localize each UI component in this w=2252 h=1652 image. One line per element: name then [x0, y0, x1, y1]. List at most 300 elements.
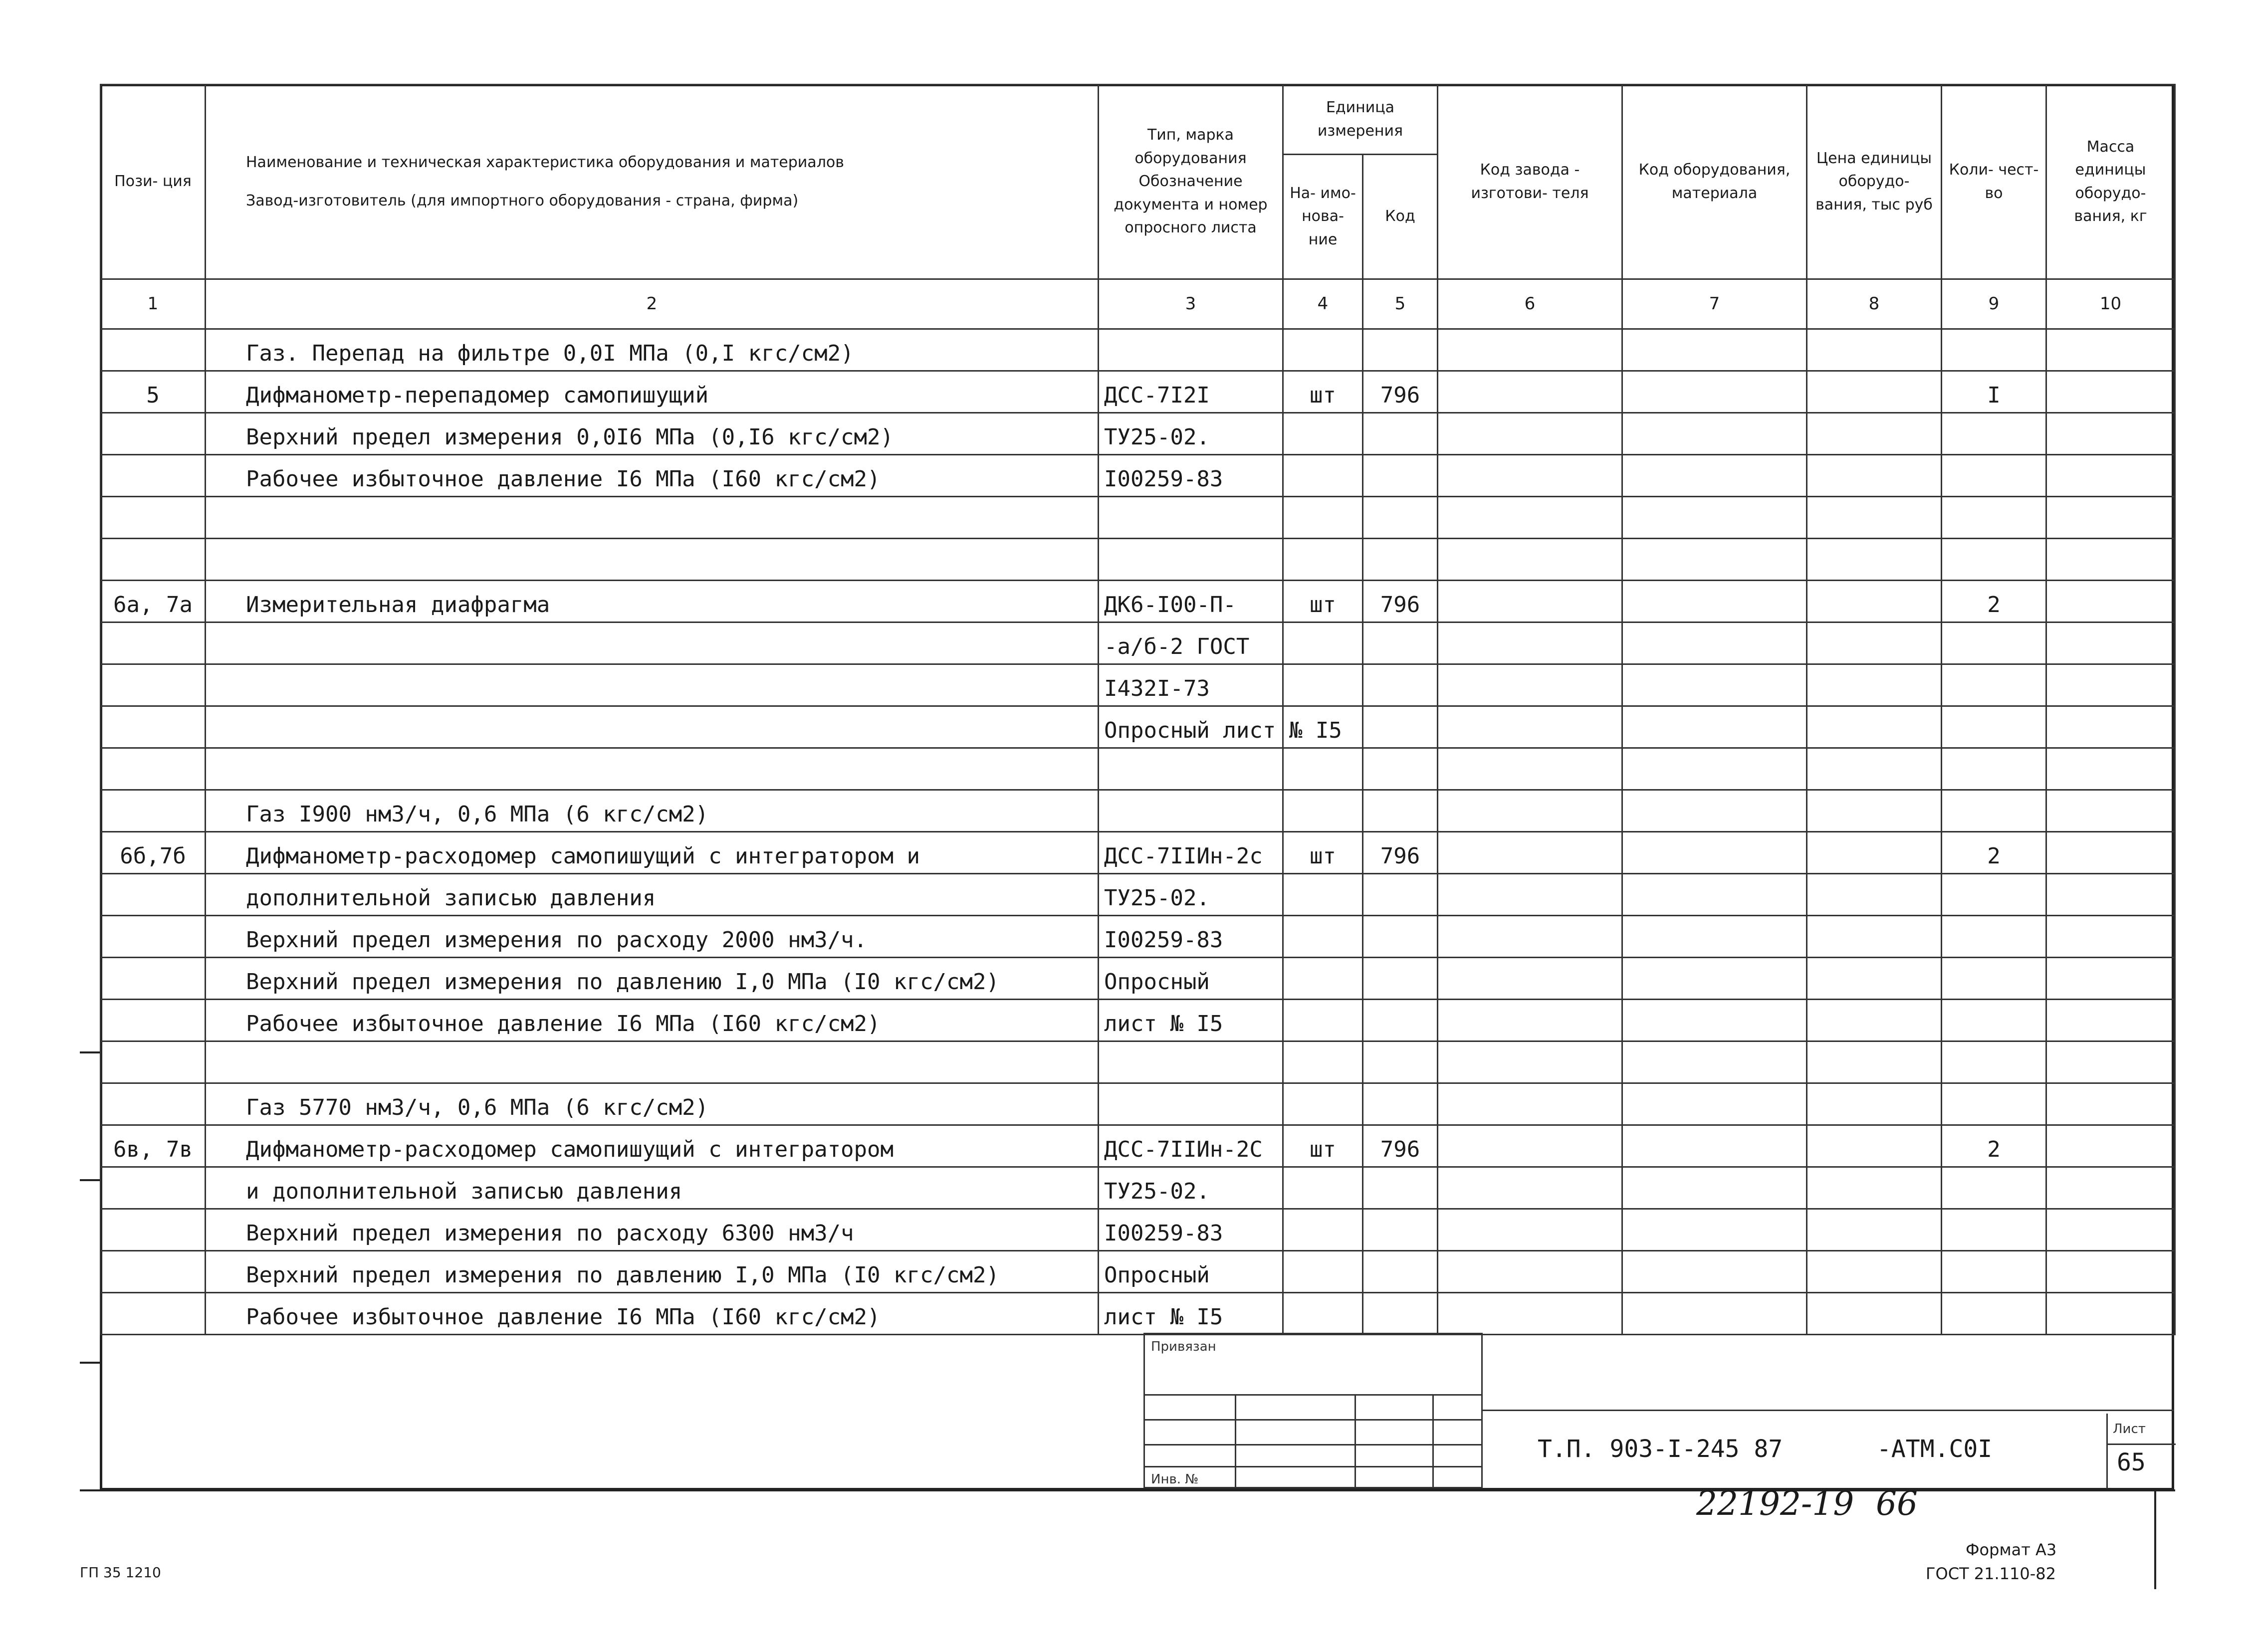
row-quantity	[1942, 748, 2046, 790]
table-row	[101, 664, 2175, 706]
row-description	[206, 497, 1099, 539]
row-description: Верхний предел измерения по расходу 6300 нм3/ч	[206, 1209, 1099, 1251]
row-mass	[2046, 832, 2175, 874]
row-price	[1807, 958, 1942, 1000]
table-row	[101, 1293, 2175, 1335]
row-code	[1363, 958, 1438, 1000]
row-position	[101, 706, 206, 748]
row-equipment-code	[1622, 371, 1807, 413]
table-row	[101, 329, 2175, 371]
row-plant-code	[1438, 958, 1622, 1000]
row-type: лист № I5	[1099, 1000, 1283, 1041]
row-position	[101, 622, 206, 664]
row-type: I00259-83	[1099, 455, 1283, 497]
row-price	[1807, 581, 1942, 622]
row-mass	[2046, 1209, 2175, 1251]
row-quantity	[1942, 1293, 2046, 1335]
row-description	[206, 622, 1099, 664]
row-type: ТУ25-02.	[1099, 874, 1283, 916]
sheet-number-box	[2106, 1414, 2176, 1488]
row-equipment-code	[1622, 664, 1807, 706]
row-type: I00259-83	[1099, 916, 1283, 958]
header-mass: Масса единицы оборудо- вания, кг	[2046, 85, 2175, 279]
row-equipment-code	[1622, 832, 1807, 874]
row-plant-code	[1438, 329, 1622, 371]
header-position: Пози- ция	[101, 85, 206, 279]
table-row	[101, 539, 2175, 581]
row-unit: шт	[1283, 581, 1363, 622]
row-plant-code	[1438, 1293, 1622, 1335]
row-equipment-code	[1622, 539, 1807, 581]
row-quantity	[1942, 1041, 2046, 1083]
row-plant-code	[1438, 497, 1622, 539]
row-quantity	[1942, 1000, 2046, 1041]
row-quantity: 2	[1942, 832, 2046, 874]
row-plant-code	[1438, 706, 1622, 748]
row-price	[1807, 539, 1942, 581]
row-position	[101, 916, 206, 958]
row-quantity: 2	[1942, 581, 2046, 622]
row-equipment-code	[1622, 958, 1807, 1000]
row-plant-code	[1438, 832, 1622, 874]
margin-tick	[80, 1362, 100, 1364]
row-plant-code	[1438, 874, 1622, 916]
row-price	[1807, 916, 1942, 958]
margin-tick	[80, 1051, 100, 1053]
row-unit	[1283, 539, 1363, 581]
row-code	[1363, 874, 1438, 916]
row-position	[101, 958, 206, 1000]
row-quantity	[1942, 497, 2046, 539]
row-equipment-code	[1622, 706, 1807, 748]
row-description: дополнительной записью давления	[206, 874, 1099, 916]
row-position	[101, 1167, 206, 1209]
row-type: I00259-83	[1099, 1209, 1283, 1251]
row-mass	[2046, 581, 2175, 622]
row-position	[101, 413, 206, 455]
header-unit-group: Единица измерения	[1283, 85, 1438, 155]
row-plant-code	[1438, 1209, 1622, 1251]
row-unit	[1283, 790, 1363, 832]
row-mass	[2046, 1125, 2175, 1167]
row-mass	[2046, 413, 2175, 455]
table-row	[101, 874, 2175, 916]
row-code	[1363, 1293, 1438, 1335]
row-price	[1807, 1209, 1942, 1251]
row-plant-code	[1438, 1083, 1622, 1125]
row-price	[1807, 413, 1942, 455]
row-equipment-code	[1622, 413, 1807, 455]
row-mass	[2046, 874, 2175, 916]
row-equipment-code	[1622, 497, 1807, 539]
row-mass	[2046, 329, 2175, 371]
row-position	[101, 1041, 206, 1083]
row-code: 796	[1363, 581, 1438, 622]
row-code: 796	[1363, 1125, 1438, 1167]
row-code	[1363, 1209, 1438, 1251]
row-price	[1807, 455, 1942, 497]
row-price	[1807, 1293, 1942, 1335]
table-row	[101, 706, 2175, 748]
row-code	[1363, 455, 1438, 497]
row-position	[101, 664, 206, 706]
table-row	[101, 581, 2175, 622]
row-code	[1363, 1041, 1438, 1083]
row-equipment-code	[1622, 748, 1807, 790]
sheet-label: Лист	[2113, 1422, 2146, 1437]
row-code	[1363, 748, 1438, 790]
column-number: 8	[1807, 279, 1942, 329]
table-row	[101, 1083, 2175, 1125]
header-type: Тип, марка оборудования Обозначение документа и номер опросного листа	[1099, 85, 1283, 279]
row-unit	[1283, 916, 1363, 958]
table-row	[101, 790, 2175, 832]
row-mass	[2046, 1000, 2175, 1041]
row-mass	[2046, 706, 2175, 748]
row-code	[1363, 916, 1438, 958]
row-quantity	[1942, 413, 2046, 455]
row-mass	[2046, 790, 2175, 832]
row-plant-code	[1438, 622, 1622, 664]
row-description: Дифманометр-перепадомер самопишущий	[206, 371, 1099, 413]
row-type: Опросный	[1099, 1251, 1283, 1293]
row-price	[1807, 706, 1942, 748]
row-price	[1807, 371, 1942, 413]
row-equipment-code	[1622, 916, 1807, 958]
row-type: ТУ25-02.	[1099, 1167, 1283, 1209]
row-unit	[1283, 1000, 1363, 1041]
row-unit	[1283, 1209, 1363, 1251]
table-row	[101, 1167, 2175, 1209]
row-equipment-code	[1622, 581, 1807, 622]
row-code	[1363, 706, 1438, 748]
row-price	[1807, 1041, 1942, 1083]
row-description: Рабочее избыточное давление I6 МПа (I60 кгс/см2)	[206, 1000, 1099, 1041]
row-plant-code	[1438, 790, 1622, 832]
table-row	[101, 371, 2175, 413]
row-description: Газ. Перепад на фильтре 0,0I МПа (0,I кгс/см2)	[206, 329, 1099, 371]
left-code: ГП 35 1210	[80, 1564, 161, 1581]
column-number: 1	[101, 279, 206, 329]
row-code	[1363, 413, 1438, 455]
row-type: ДСС-7IIИн-2С	[1099, 1125, 1283, 1167]
row-plant-code	[1438, 539, 1622, 581]
row-type: лист № I5	[1099, 1293, 1283, 1335]
row-code	[1363, 1083, 1438, 1125]
table-row	[101, 1125, 2175, 1167]
row-price	[1807, 497, 1942, 539]
row-mass	[2046, 371, 2175, 413]
row-plant-code	[1438, 1125, 1622, 1167]
row-quantity	[1942, 329, 2046, 371]
row-plant-code	[1438, 664, 1622, 706]
row-unit: шт	[1283, 371, 1363, 413]
table-row	[101, 832, 2175, 874]
header-unit-code: Код	[1363, 155, 1438, 279]
row-description	[206, 664, 1099, 706]
document-designation: Т.П. 903-I-245 87	[1538, 1435, 1783, 1463]
row-position	[101, 874, 206, 916]
row-description: Верхний предел измерения 0,0I6 МПа (0,I6 кгс/см2)	[206, 413, 1099, 455]
stamp-top-label: Привязан	[1151, 1339, 1216, 1354]
row-type	[1099, 539, 1283, 581]
row-code	[1363, 329, 1438, 371]
row-position	[101, 1000, 206, 1041]
table-row	[101, 1041, 2175, 1083]
row-unit: шт	[1283, 1125, 1363, 1167]
row-description: Верхний предел измерения по давлению I,0 МПа (I0 кгс/см2)	[206, 958, 1099, 1000]
row-code	[1363, 1000, 1438, 1041]
format-label: Формат А3	[1966, 1540, 2057, 1559]
header-description-line2: Завод-изготовитель (для импортного оборудования - страна, фирма)	[246, 192, 799, 209]
row-quantity	[1942, 1251, 2046, 1293]
row-quantity	[1942, 790, 2046, 832]
row-equipment-code	[1622, 1293, 1807, 1335]
row-type	[1099, 1083, 1283, 1125]
right-edge-line	[2154, 1489, 2156, 1589]
row-plant-code	[1438, 455, 1622, 497]
row-type	[1099, 497, 1283, 539]
row-unit	[1283, 1251, 1363, 1293]
row-position	[101, 455, 206, 497]
row-code	[1363, 497, 1438, 539]
table-row	[101, 916, 2175, 958]
row-price	[1807, 832, 1942, 874]
row-unit	[1283, 664, 1363, 706]
archive-page: 66	[1876, 1484, 1918, 1523]
row-equipment-code	[1622, 329, 1807, 371]
row-type: ТУ25-02.	[1099, 413, 1283, 455]
row-mass	[2046, 748, 2175, 790]
column-number: 3	[1099, 279, 1283, 329]
row-mass	[2046, 958, 2175, 1000]
header-row	[101, 85, 2175, 155]
row-position: 6а, 7а	[101, 581, 206, 622]
row-unit	[1283, 413, 1363, 455]
row-quantity	[1942, 622, 2046, 664]
header-description	[206, 85, 1099, 279]
column-number: 2	[206, 279, 1099, 329]
row-mass	[2046, 1167, 2175, 1209]
sheet-number: 65	[2117, 1448, 2146, 1476]
row-mass	[2046, 664, 2175, 706]
header-equipment-code: Код оборудования, материала	[1622, 85, 1807, 279]
row-unit	[1283, 622, 1363, 664]
row-equipment-code	[1622, 1000, 1807, 1041]
row-type	[1099, 790, 1283, 832]
row-mass	[2046, 916, 2175, 958]
row-type	[1099, 329, 1283, 371]
row-type	[1099, 1041, 1283, 1083]
row-equipment-code	[1622, 1125, 1807, 1167]
row-description: и дополнительной записью давления	[206, 1167, 1099, 1209]
row-mass	[2046, 539, 2175, 581]
row-type: -а/б-2 ГОСТ	[1099, 622, 1283, 664]
column-number: 4	[1283, 279, 1363, 329]
row-quantity	[1942, 1209, 2046, 1251]
margin-tick	[80, 1179, 100, 1181]
row-price	[1807, 664, 1942, 706]
column-number-row	[101, 279, 2175, 329]
table-row	[101, 958, 2175, 1000]
row-quantity	[1942, 664, 2046, 706]
row-position	[101, 1251, 206, 1293]
row-quantity	[1942, 958, 2046, 1000]
row-quantity	[1942, 539, 2046, 581]
row-mass	[2046, 497, 2175, 539]
row-description	[206, 539, 1099, 581]
row-mass	[2046, 1251, 2175, 1293]
column-number: 10	[2046, 279, 2175, 329]
row-position	[101, 748, 206, 790]
row-description: Газ I900 нм3/ч, 0,6 МПа (6 кгс/см2)	[206, 790, 1099, 832]
row-description	[206, 706, 1099, 748]
row-type: Опросный	[1099, 958, 1283, 1000]
row-description: Дифманометр-расходомер самопишущий с интегратором и	[206, 832, 1099, 874]
row-type	[1099, 748, 1283, 790]
row-price	[1807, 1251, 1942, 1293]
row-quantity: 2	[1942, 1125, 2046, 1167]
row-quantity	[1942, 874, 2046, 916]
row-position	[101, 1083, 206, 1125]
row-unit	[1283, 455, 1363, 497]
row-quantity	[1942, 455, 2046, 497]
row-plant-code	[1438, 413, 1622, 455]
row-position	[101, 790, 206, 832]
row-type: Опросный лист № I5	[1099, 706, 1283, 748]
title-block	[1483, 1410, 2174, 1490]
column-number: 9	[1942, 279, 2046, 329]
row-code	[1363, 664, 1438, 706]
table-row	[101, 1251, 2175, 1293]
row-equipment-code	[1622, 1041, 1807, 1083]
row-quantity	[1942, 706, 2046, 748]
row-quantity: I	[1942, 371, 2046, 413]
row-unit	[1283, 329, 1363, 371]
row-code	[1363, 622, 1438, 664]
row-quantity	[1942, 1083, 2046, 1125]
row-price	[1807, 874, 1942, 916]
row-plant-code	[1438, 371, 1622, 413]
stamp-bottom-label: Инв. №	[1151, 1472, 1199, 1487]
row-description: Верхний предел измерения по давлению I,0 МПа (I0 кгс/см2)	[206, 1251, 1099, 1293]
row-code: 796	[1363, 371, 1438, 413]
row-plant-code	[1438, 1251, 1622, 1293]
row-code: 796	[1363, 832, 1438, 874]
header-unit-name: На- имо- нова- ние	[1283, 155, 1363, 279]
row-description	[206, 748, 1099, 790]
table-row	[101, 1209, 2175, 1251]
row-position	[101, 329, 206, 371]
row-equipment-code	[1622, 622, 1807, 664]
table-row	[101, 497, 2175, 539]
row-price	[1807, 748, 1942, 790]
row-position	[101, 539, 206, 581]
row-description: Рабочее избыточное давление I6 МПа (I60 кгс/см2)	[206, 1293, 1099, 1335]
row-price	[1807, 1000, 1942, 1041]
row-code	[1363, 790, 1438, 832]
table-row	[101, 413, 2175, 455]
row-mass	[2046, 1041, 2175, 1083]
row-description: Верхний предел измерения по расходу 2000 нм3/ч.	[206, 916, 1099, 958]
row-quantity	[1942, 916, 2046, 958]
row-code	[1363, 1167, 1438, 1209]
row-type: ДК6-I00-П-	[1099, 581, 1283, 622]
row-description: Дифманометр-расходомер самопишущий с интегратором	[206, 1125, 1099, 1167]
row-unit	[1283, 748, 1363, 790]
row-price	[1807, 1125, 1942, 1167]
row-equipment-code	[1622, 874, 1807, 916]
row-position	[101, 1209, 206, 1251]
header-quantity: Коли- чест- во	[1942, 85, 2046, 279]
row-position	[101, 1293, 206, 1335]
approval-stamp	[1143, 1333, 1483, 1488]
column-number: 5	[1363, 279, 1438, 329]
row-plant-code	[1438, 1000, 1622, 1041]
row-equipment-code	[1622, 1167, 1807, 1209]
row-unit	[1283, 1041, 1363, 1083]
row-price	[1807, 622, 1942, 664]
row-mass	[2046, 622, 2175, 664]
table-row	[101, 1000, 2175, 1041]
row-type: I432I-73	[1099, 664, 1283, 706]
header-plant-code: Код завода - изготови- теля	[1438, 85, 1622, 279]
row-price	[1807, 329, 1942, 371]
row-price	[1807, 790, 1942, 832]
row-description: Газ 5770 нм3/ч, 0,6 МПа (6 кгс/см2)	[206, 1083, 1099, 1125]
table-row	[101, 748, 2175, 790]
document-suffix: -АТМ.С0I	[1877, 1435, 1993, 1463]
row-code	[1363, 539, 1438, 581]
row-unit	[1283, 1083, 1363, 1125]
row-unit: шт	[1283, 832, 1363, 874]
row-type: ДСС-7I2I	[1099, 371, 1283, 413]
row-code	[1363, 1251, 1438, 1293]
table-row	[101, 455, 2175, 497]
gost-label: ГОСТ 21.110-82	[1926, 1564, 2056, 1583]
row-type: ДСС-7IIИн-2с	[1099, 832, 1283, 874]
row-mass	[2046, 455, 2175, 497]
table-row	[101, 622, 2175, 664]
row-plant-code	[1438, 748, 1622, 790]
column-number: 6	[1438, 279, 1622, 329]
row-plant-code	[1438, 916, 1622, 958]
row-price	[1807, 1167, 1942, 1209]
row-position: 6в, 7в	[101, 1125, 206, 1167]
row-position	[101, 497, 206, 539]
row-unit	[1283, 958, 1363, 1000]
row-position: 6б,7б	[101, 832, 206, 874]
row-unit	[1283, 874, 1363, 916]
row-mass	[2046, 1083, 2175, 1125]
row-plant-code	[1438, 1167, 1622, 1209]
row-description: Рабочее избыточное давление I6 МПа (I60 кгс/см2)	[206, 455, 1099, 497]
header-description-line1: Наименование и техническая характеристика оборудования и материалов	[246, 154, 844, 171]
row-mass	[2046, 1293, 2175, 1335]
row-equipment-code	[1622, 1209, 1807, 1251]
row-equipment-code	[1622, 1251, 1807, 1293]
row-quantity	[1942, 1167, 2046, 1209]
row-price	[1807, 1083, 1942, 1125]
row-description: Измерительная диафрагма	[206, 581, 1099, 622]
row-plant-code	[1438, 1041, 1622, 1083]
row-plant-code	[1438, 581, 1622, 622]
row-equipment-code	[1622, 455, 1807, 497]
row-unit	[1283, 497, 1363, 539]
archive-number: 22192-19	[1696, 1484, 1854, 1523]
row-position: 5	[101, 371, 206, 413]
row-description	[206, 1041, 1099, 1083]
